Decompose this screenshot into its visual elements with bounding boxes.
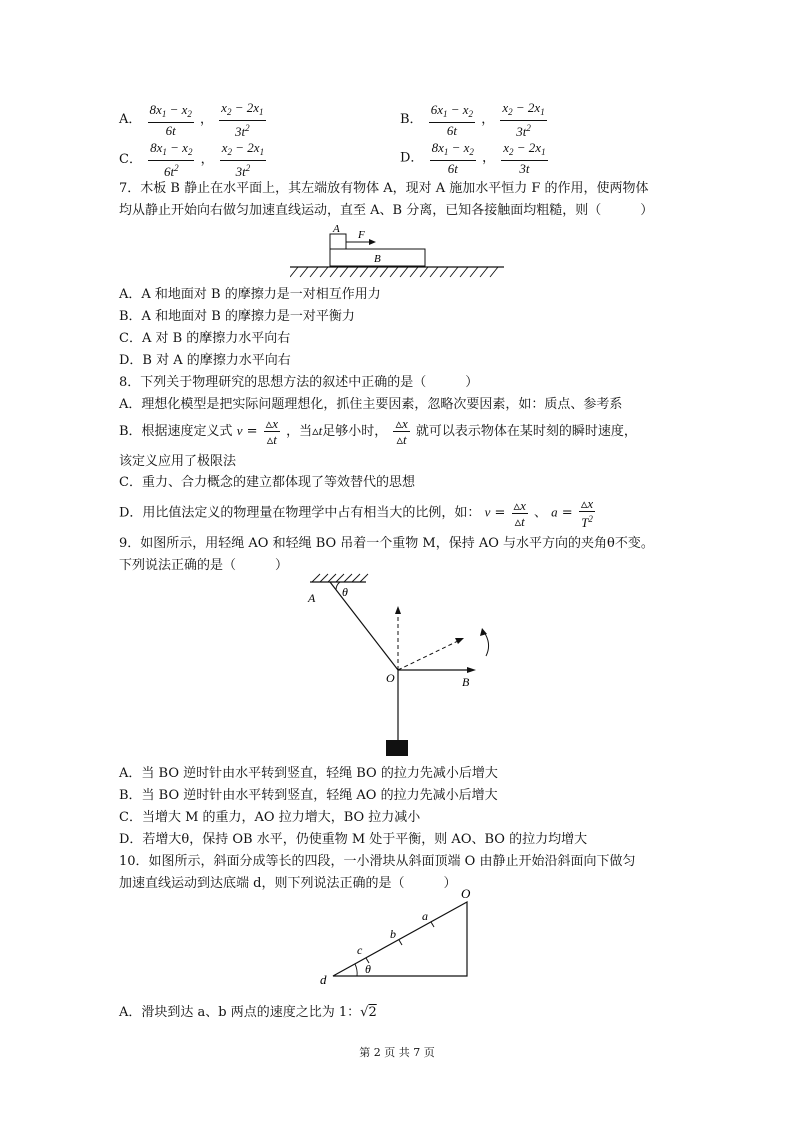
label-theta: θ: [342, 585, 348, 599]
dashed-diagonal: [398, 640, 460, 670]
q6-option-b: B． $\frac{6x_1 - x_2}{6t}$ ， $\frac{x_2 - 2x_1}{3t^2}$: [400, 100, 545, 139]
q9-option-b: B．当 BO 逆时针由水平转到竖直，轻绳 AO 的拉力先减小后增大: [119, 788, 498, 803]
q9-stem-line1: 9．如图所示，用轻绳 AO 和轻绳 BO 吊着一个重物 M，保持 AO 与水平方向的夹角θ不变。: [119, 536, 654, 551]
formula: $\frac{x_2 - 2x_1}{3t^2}$: [221, 100, 264, 139]
q7-option-c: C．A 对 B 的摩擦力水平向右: [119, 331, 291, 346]
q9-stem-line2: 下列说法正确的是（ ）: [119, 558, 289, 573]
q6-option-c: C． $\frac{8x_1 - x_2}{6t^2}$ ， $\frac{x_2 - 2x_1}{3t^2}$: [119, 140, 265, 179]
theta-arc: [336, 582, 340, 590]
label-a: A: [308, 591, 316, 605]
label-f: F: [358, 229, 365, 241]
weight-m: [386, 740, 408, 756]
q7-stem-line1: 7．木板 B 静止在水平面上，其左端放有物体 A，现对 A 施加水平恒力 F 的作用，使两物体: [119, 181, 649, 196]
label-b: B: [462, 675, 470, 689]
label-a: A: [333, 223, 340, 235]
page-footer: 第 2 页 共 7 页: [359, 1046, 435, 1059]
ground-hatch: [290, 267, 498, 277]
label-o: O: [386, 671, 395, 685]
formula: $\frac{▵x}{▵t}$: [513, 497, 526, 529]
label-a: a: [422, 909, 428, 923]
q9-option-a: A．当 BO 逆时针由水平转到竖直，轻绳 BO 的拉力先减小后增大: [119, 766, 498, 781]
formula: $\frac{▵x}{▵t}$: [265, 416, 278, 447]
rotation-arrow: [484, 632, 489, 656]
label-d: d: [320, 972, 327, 987]
q10-figure: [315, 884, 490, 989]
q6-option-d: D． $\frac{8x_1 - x_2}{6t}$ ， $\frac{x_2 - 2x_1}{3t}$: [400, 140, 546, 176]
tick-b: [399, 940, 402, 945]
formula: $\frac{▵x}{▵t}$: [395, 416, 408, 447]
q7-option-d: D．B 对 A 的摩擦力水平向右: [119, 353, 291, 368]
label-c: c: [357, 943, 363, 957]
formula: $\frac{6x_1 - x_2}{6t}$: [430, 101, 474, 138]
q10-stem-line1: 10．如图所示，斜面分成等长的四段，一小滑块从斜面顶端 O 由静止开始沿斜面向下做匀: [119, 854, 636, 869]
q8-option-d: D．用比值法定义的物理量在物理学中占有相当大的比例，如： v = $\frac{▵x}{▵t}$ 、 a = $\frac{▵x}{T^2}$: [119, 496, 594, 530]
rope-ao: [330, 582, 398, 670]
q7-option-a: A．A 和地面对 B 的摩擦力是一对相互作用力: [119, 287, 381, 302]
q9-option-d: D．若增大θ，保持 OB 水平，仍使重物 M 处于平衡，则 AO、BO 的拉力均增大: [119, 832, 588, 847]
tick-a: [431, 922, 434, 927]
q8-option-b-cont: 该定义应用了极限法: [119, 454, 237, 469]
q7-option-b: B．A 和地面对 B 的摩擦力是一对平衡力: [119, 309, 355, 324]
formula: $\frac{8x_1 - x_2}{6t^2}$: [150, 140, 193, 179]
label-b: b: [390, 927, 396, 941]
q10-option-a: A．滑块到达 a、b 两点的速度之比为 1：√2: [119, 1005, 377, 1020]
formula: $\frac{8x_1 - x_2}{6t}$: [149, 101, 192, 138]
q8-option-c: C．重力、合力概念的建立都体现了等效替代的思想: [119, 475, 415, 490]
q8-stem: 8．下列关于物理研究的思想方法的叙述中正确的是（ ）: [119, 375, 479, 390]
ceiling-hatch: [312, 574, 368, 582]
formula: $\frac{x_2 - 2x_1}{3t^2}$: [502, 100, 545, 139]
formula: $\frac{▵x}{T^2}$: [580, 496, 594, 530]
theta-arc: [355, 964, 357, 976]
formula: $\frac{8x_1 - x_2}{6t}$: [431, 140, 474, 176]
q8-option-b: B．根据速度定义式 v = $\frac{▵x}{▵t}$ ，当▵t足够小时， $\frac{▵x}{▵t}$ 就可以表示物体在某时刻的瞬时速度，: [119, 416, 637, 447]
q9-option-c: C．当增大 M 的重力，AO 拉力增大，BO 拉力减小: [119, 810, 421, 825]
sqrt-symbol: √: [360, 1005, 369, 1020]
incline: [333, 902, 467, 976]
label-o: O: [461, 886, 471, 901]
formula: $\frac{x_2 - 2x_1}{3t^2}$: [221, 140, 265, 179]
q6-option-a: A． $\frac{8x_1 - x_2}{6t}$ ， $\frac{x_2 - 2x_1}{3t^2}$: [119, 100, 264, 139]
block-a: [330, 234, 346, 249]
label-b: B: [374, 253, 381, 265]
q8-option-a: A．理想化模型是把实际问题理想化，抓住主要因素，忽略次要因素，如：质点、参考系: [119, 397, 623, 412]
formula: $\frac{x_2 - 2x_1}{3t}$: [503, 140, 546, 176]
label-theta: θ: [365, 962, 371, 976]
q7-figure: [290, 222, 510, 282]
q9-figure: [300, 572, 500, 762]
q7-stem-line2: 均从静止开始向右做匀加速直线运动，直至 A、B 分离，已知各接触面均粗糙，则（ ）: [119, 203, 654, 218]
q10-stem-line2: 加速直线运动到达底端 d，则下列说法正确的是（ ）: [119, 876, 457, 891]
